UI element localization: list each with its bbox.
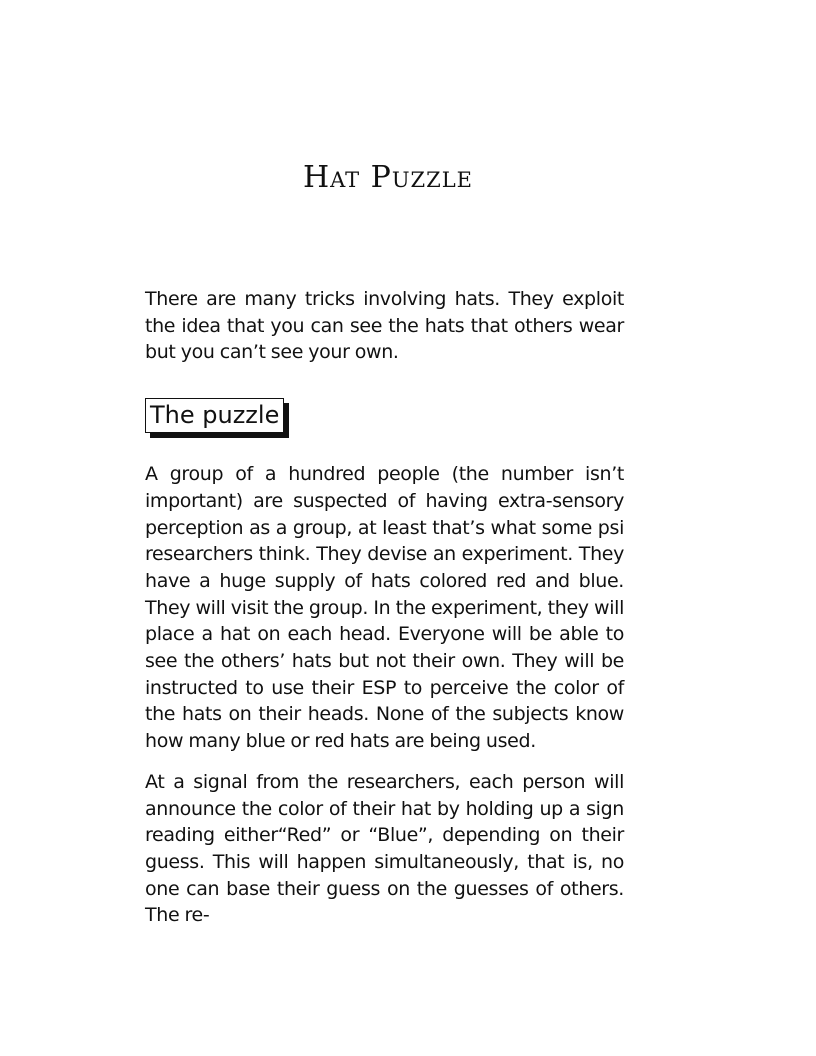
body-paragraph: At a signal from the researchers, each person will announce the color of their hat by holding up a sign reading either“Red” or “Blue”, depending on their guess. This will happen simultaneously, that is, no one can base their guess on the guesses of others. The re-	[145, 770, 624, 927]
page-title: Hat Puzzle	[302, 160, 474, 195]
document-body	[145, 286, 624, 929]
body-paragraph: A group of a hundred people (the number isn’t important) are suspected of having extra-sensory perception as a group, at least that’s what some psi researchers think. They devise an experiment. They have a huge supply of hats colored red and blue. They will visit the group. In the experiment, they will place a hat on each head. Everyone will be able to see the others’ hats but not their own. They will be instructed to use their ESP to perceive the color of the hats on their heads. None of the subjects know how many blue or red hats are being used.	[145, 463, 624, 753]
section-heading-box: The puzzle	[145, 398, 284, 433]
intro-paragraph: There are many tricks involving hats. They exploit the idea that you can see the hats that others wear but you can’t see your own.	[145, 288, 624, 364]
section-heading	[145, 398, 284, 433]
